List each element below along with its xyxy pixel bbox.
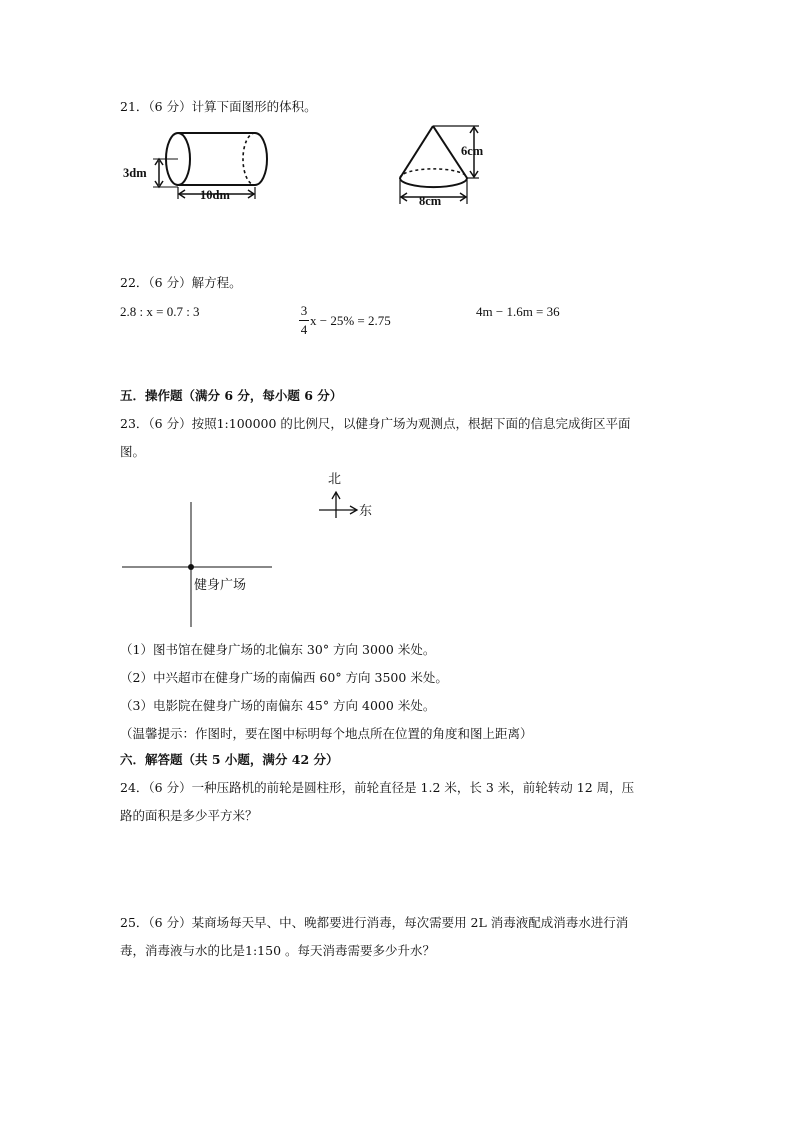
equation-2: x − 25% = 2.75 bbox=[310, 313, 391, 328]
section-6-title: 六．解答题（共 5 小题，满分 42 分） bbox=[120, 752, 339, 767]
fraction-denominator: 4 bbox=[300, 322, 308, 337]
q23-line-1: 23．（6 分）按照1:100000 的比例尺，以健身广场为观测点，根据下面的信息完成街区平面 bbox=[120, 416, 631, 431]
q22-text: 22．（6 分）解方程。 bbox=[120, 275, 242, 290]
compass-east-label: 东 bbox=[359, 504, 373, 519]
q21-text: 21．（6 分）计算下面图形的体积。 bbox=[120, 99, 317, 114]
q23-item-3: （3）电影院在健身广场的南偏东 45° 方向 4000 米处。 bbox=[120, 698, 436, 713]
equation-3: 4m − 1.6m = 36 bbox=[476, 304, 560, 319]
cylinder-height-label: 3dm bbox=[123, 166, 147, 180]
q24-line-2: 路的面积是多少平方米？ bbox=[120, 808, 258, 823]
fraction-bar bbox=[299, 320, 309, 321]
q25-line-2: 毒，消毒液与水的比是1:150 。每天消毒需要多少升水？ bbox=[120, 943, 435, 958]
q23-item-1: （1）图书馆在健身广场的北偏东 30° 方向 3000 米处。 bbox=[120, 642, 436, 657]
fraction-numerator: 3 bbox=[300, 303, 308, 318]
compass-arrow-icon bbox=[315, 488, 360, 523]
section-5-title: 五．操作题（满分 6 分，每小题 6 分） bbox=[120, 388, 343, 403]
cylinder-length-label: 10dm bbox=[200, 188, 230, 202]
origin-label: 健身广场 bbox=[194, 578, 247, 593]
q23-tip: （温馨提示：作图时，要在图中标明每个地点所在位置的角度和图上距离） bbox=[120, 726, 533, 741]
q24-line-1: 24．（6 分）一种压路机的前轮是圆柱形，前轮直径是 1.2 米，长 3 米，前轮转动 12 周，压 bbox=[120, 780, 635, 795]
equation-1: 2.8 : x = 0.7 : 3 bbox=[120, 304, 200, 319]
compass-north-label: 北 bbox=[328, 472, 342, 487]
q25-line-1: 25．（6 分）某商场每天早、中、晚都要进行消毒，每次需要用 2L 消毒液配成消毒水进行消 bbox=[120, 915, 629, 930]
street-map-axes bbox=[120, 500, 275, 630]
cone-figure bbox=[395, 120, 505, 215]
q23-line-2: 图。 bbox=[120, 444, 146, 459]
cone-height-label: 6cm bbox=[461, 144, 484, 158]
q23-item-2: （2）中兴超市在健身广场的南偏西 60° 方向 3500 米处。 bbox=[120, 670, 448, 685]
equation-2-fraction bbox=[299, 303, 309, 338]
cone-diameter-label: 8cm bbox=[419, 194, 442, 208]
